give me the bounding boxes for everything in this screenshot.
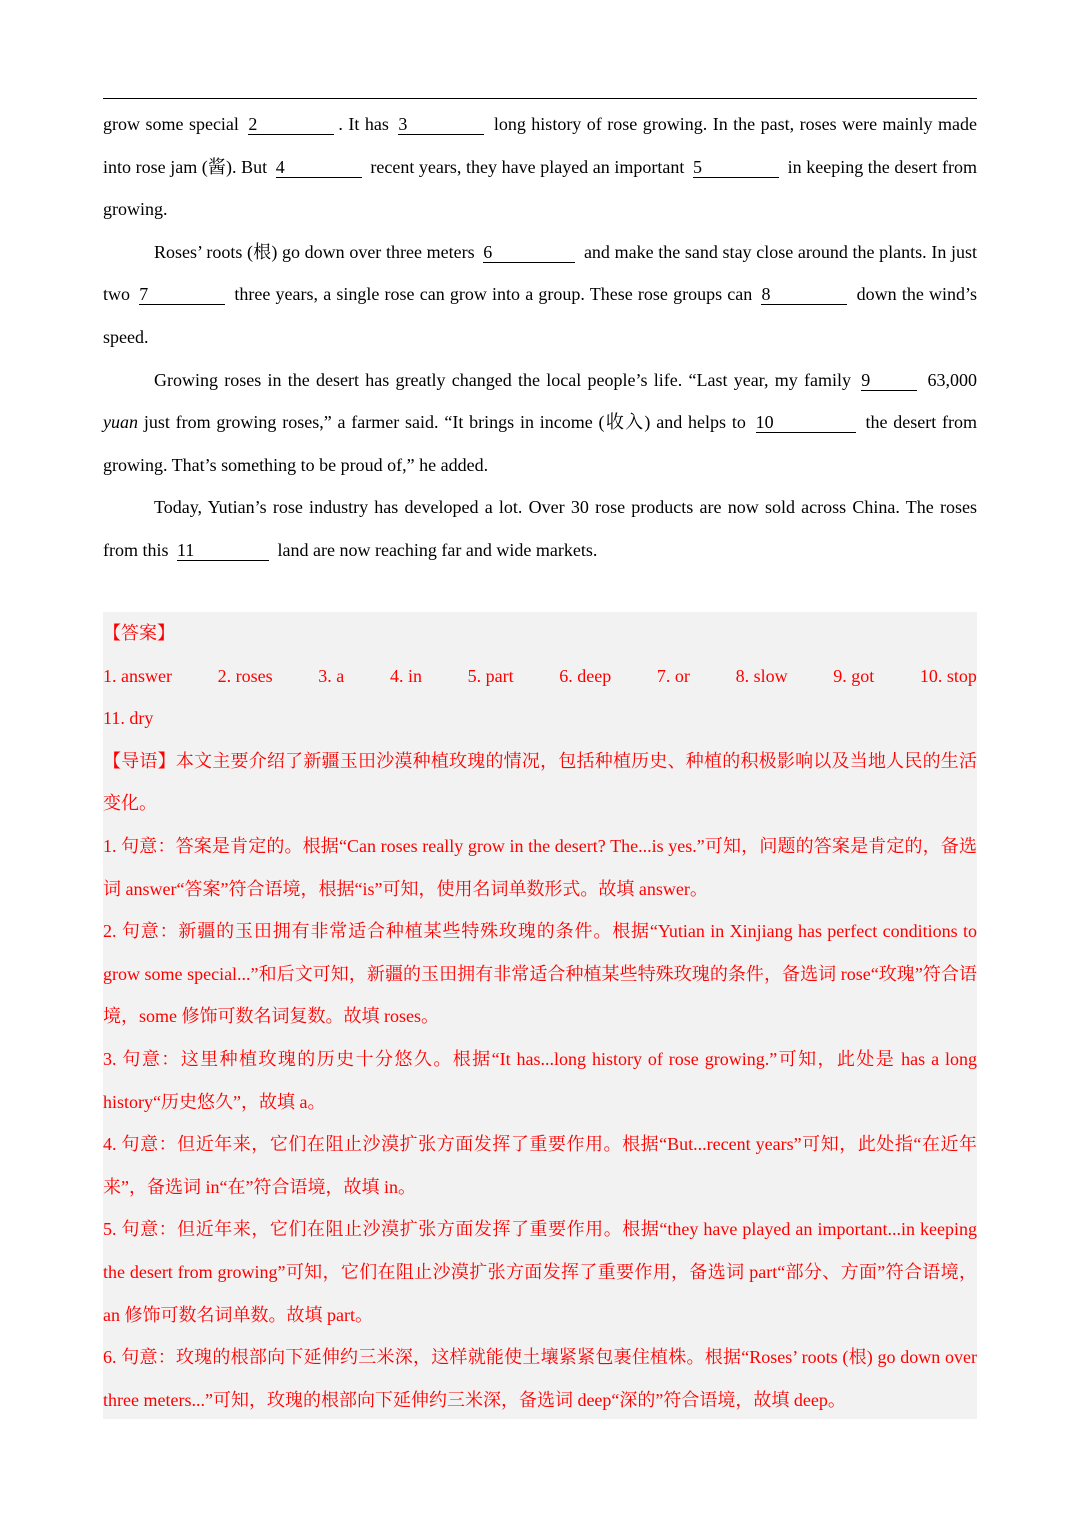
answer-item: 4. in: [389, 665, 422, 686]
answer-heading: 【答案】: [103, 623, 175, 643]
answer-item-11: 11. dry: [103, 708, 154, 729]
guide-paragraph: 【导语】本文主要介绍了新疆玉田沙漠种植玫瑰的情况，包括种植历史、种植的积极影响以及当地人民的生活变化。: [103, 750, 977, 814]
blank-11[interactable]: 11: [177, 540, 269, 561]
answer-item: 8. slow: [735, 665, 788, 686]
answer-list: [103, 655, 977, 698]
passage-text: 63,000: [927, 369, 977, 390]
answer-section: [103, 612, 977, 1421]
explanation-4: 4. 句意：但近年来，它们在阻止沙漠扩张方面发挥了重要作用。根据“But...recent years”可知，此处指“在近年来”，备选词 in“在”符合语境，故填 in。: [103, 1134, 977, 1197]
blank-9[interactable]: 9: [861, 370, 917, 391]
answer-item: 7. or: [656, 665, 690, 686]
blank-7[interactable]: 7: [139, 284, 225, 305]
blank-8[interactable]: 8: [761, 284, 847, 305]
passage-text: in keeping the desert from growing.: [103, 156, 977, 220]
passage-text: Today, Yutian’s rose industry has developed a lot. Over 30 rose products are now sold across China. The roses from this: [103, 497, 977, 560]
answer-item: 10. stop: [919, 665, 977, 686]
passage-text: grow some special: [103, 114, 239, 134]
answer-item: 5. part: [467, 665, 514, 686]
answer-item: 3. a: [318, 665, 345, 686]
passage: [103, 103, 977, 572]
passage-text: just from growing roses,” a farmer said. “It brings in income (收入) and helps to: [143, 412, 746, 433]
answer-item: 2. roses: [217, 665, 273, 686]
blank-2[interactable]: 2: [248, 114, 334, 135]
blank-3[interactable]: 3: [398, 114, 484, 135]
explanation-1: 1. 句意：答案是肯定的。根据“Can roses really grow in the desert? The...is yes.”可知，问题的答案是肯定的，备选词 answer“答案”符合语境，根据“is”可知，使用名词单数形式。故填 answer。: [103, 835, 977, 899]
passage-text: recent years, they have played an important: [370, 156, 685, 177]
passage-text: and make the sand stay close around the plants. In just two: [103, 241, 978, 305]
answer-item: 6. deep: [559, 665, 612, 686]
passage-text: land are now reaching far and wide markets.: [277, 539, 598, 560]
answer-item: 9. got: [833, 665, 875, 686]
passage-paragraph-3: [103, 359, 977, 487]
passage-text: Growing roses in the desert has greatly changed the local people’s life. “Last year, my family: [154, 369, 851, 390]
passage-text: Roses’ roots (根) go down over three meters: [154, 241, 475, 262]
explanation-2: 2. 句意：新疆的玉田拥有非常适合种植某些特殊玫瑰的条件。根据“Yutian in Xinjiang has perfect conditions to grow some special...”和后文可知，新疆的玉田拥有非常适合种植某些特殊玫瑰的条件，备选词 rose“玫瑰”符合语境，some 修饰可数名词复数。故填 roses。: [103, 921, 977, 1027]
explanation-6: 6. 句意：玫瑰的根部向下延伸约三米深，这样就能使土壤紧紧包裹住植株。根据“Roses’ roots (根) go down over three meters...”可知，玫瑰的根部向下延伸约三米深，备选词 deep“深的”符合语境，故填 deep。: [103, 1347, 977, 1410]
passage-text: three years, a single rose can grow into a group. These rose groups can: [234, 284, 753, 305]
passage-text: . It has: [338, 114, 389, 134]
blank-10[interactable]: 10: [756, 412, 856, 433]
passage-paragraph-2: [103, 231, 977, 359]
header-rule: [103, 98, 977, 99]
passage-text: down the wind’s speed.: [103, 284, 978, 347]
passage-paragraph-4: [103, 486, 977, 571]
blank-6[interactable]: 6: [483, 242, 575, 263]
explanation-5: 5. 句意：但近年来，它们在阻止沙漠扩张方面发挥了重要作用。根据“they have played an important...in keeping the desert from growing”可知，它们在阻止沙漠扩张方面发挥了重要作用，备选词 part“部分、方面”符合语境，an 修饰可数名词单数。故填 part。: [103, 1219, 977, 1325]
answer-item: 1. answer: [103, 665, 172, 686]
passage-text-italic: yuan: [103, 412, 138, 433]
passage-text: long history of rose growing. In the past, roses were mainly made into rose jam (酱). But: [103, 114, 977, 177]
passage-paragraph-1: [103, 103, 977, 231]
blank-4[interactable]: 4: [276, 157, 362, 178]
passage-text: the desert from growing. That’s something to be proud of,” he added.: [103, 412, 978, 475]
explanation-3: 3. 句意：这里种植玫瑰的历史十分悠久。根据“It has...long history of rose growing.”可知，此处是 has a long history“历史悠久”，故填 a。: [103, 1048, 977, 1112]
blank-5[interactable]: 5: [693, 157, 779, 178]
